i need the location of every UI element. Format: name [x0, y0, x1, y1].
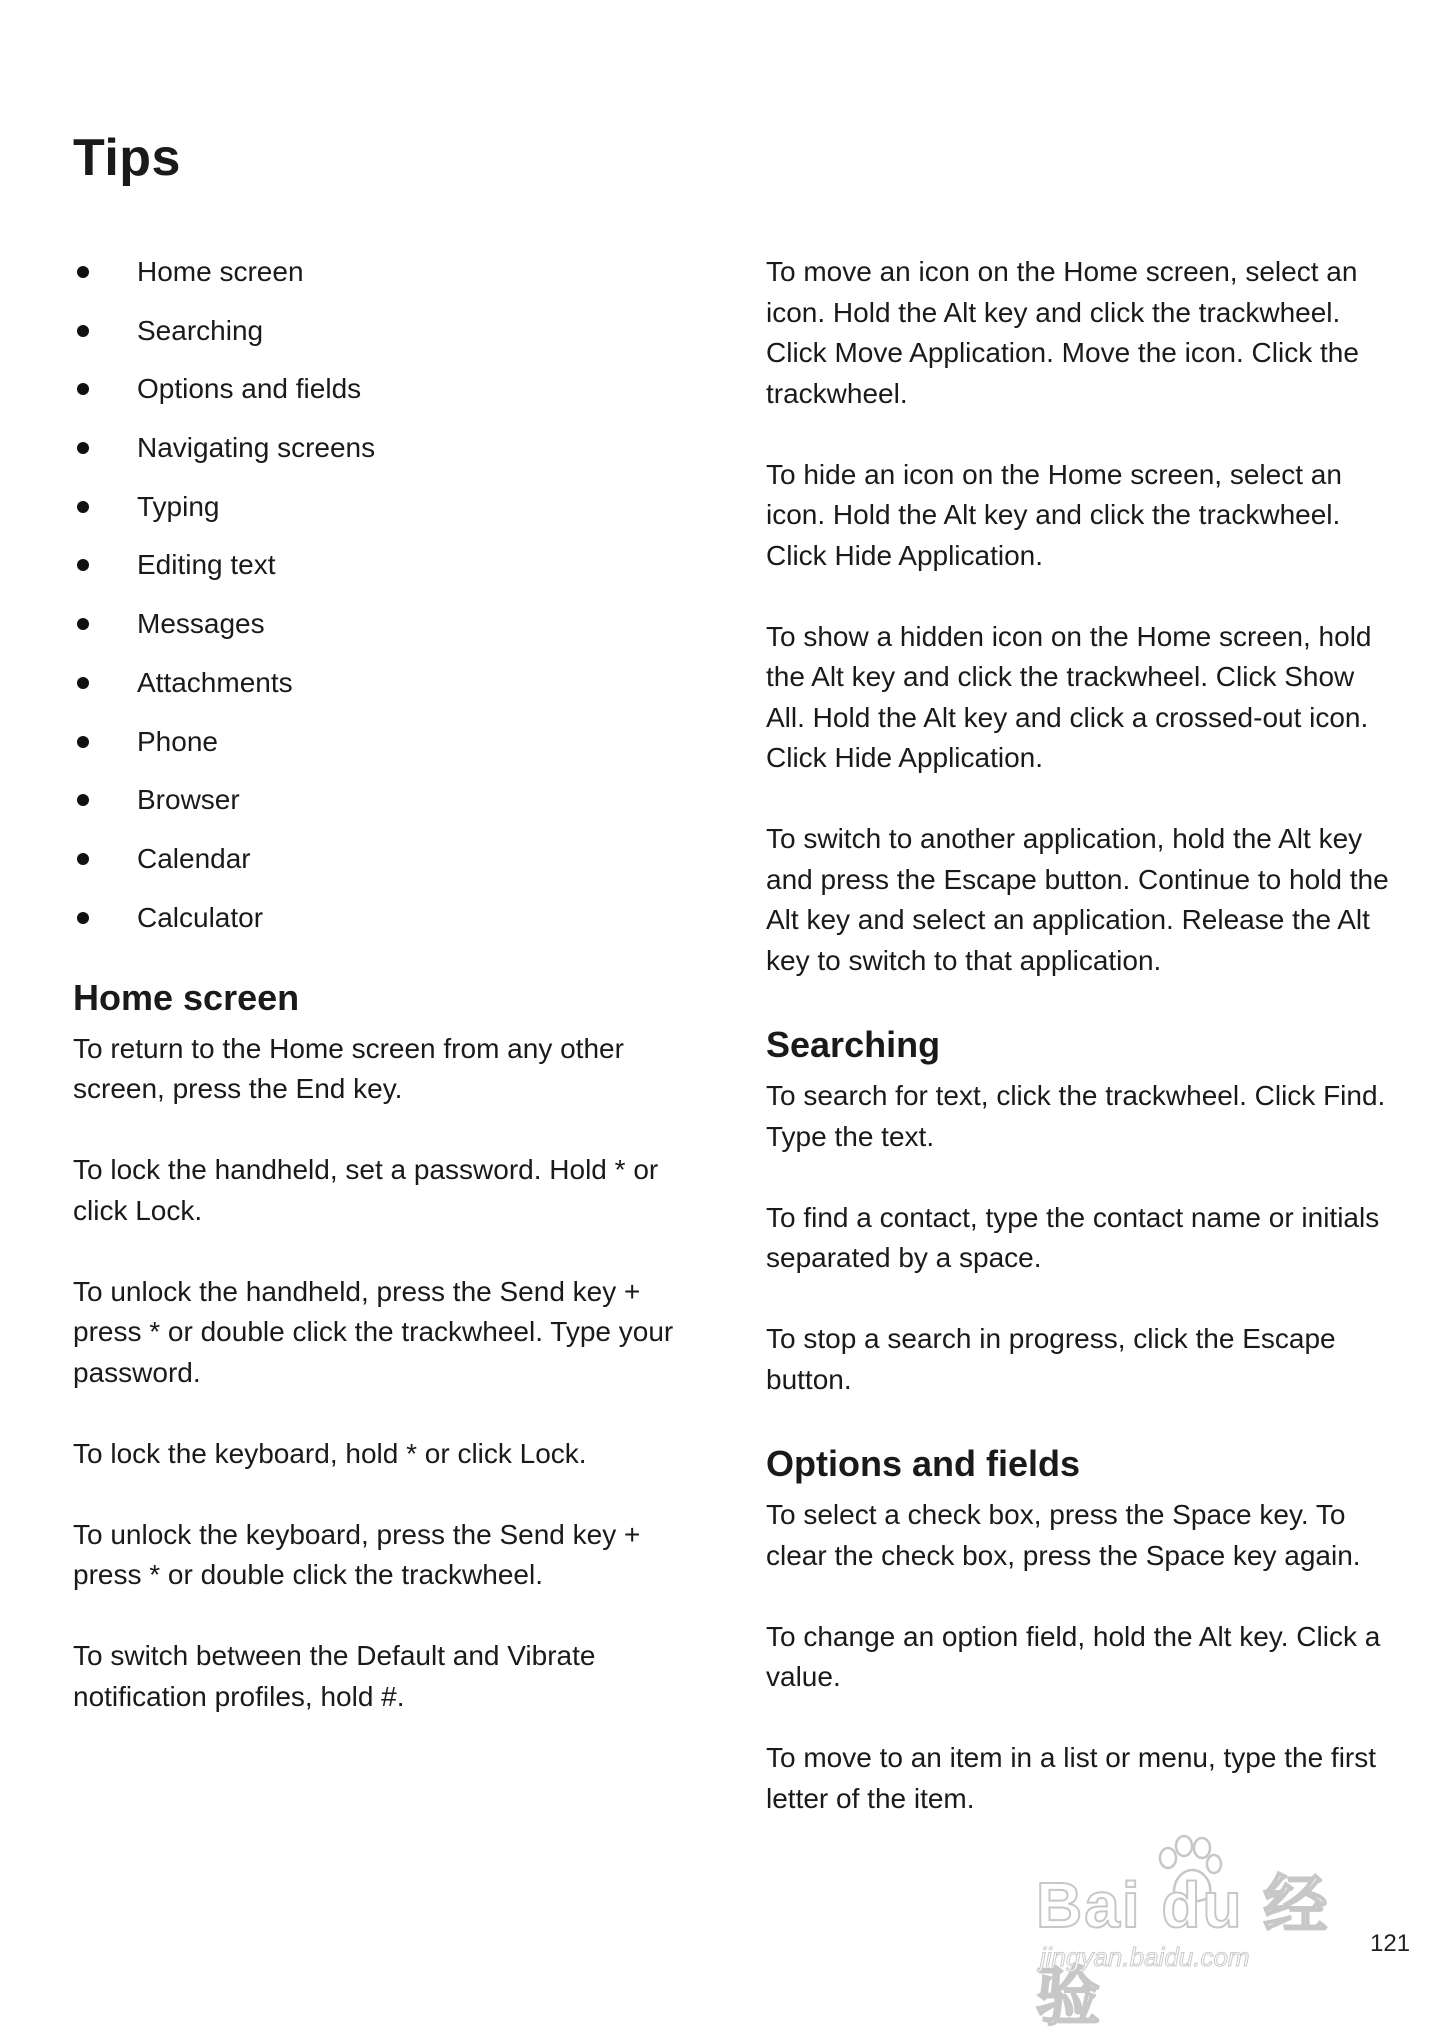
- bullet-icon: [77, 618, 89, 630]
- list-item: Calculator: [73, 898, 703, 938]
- bullet-icon: [77, 853, 89, 865]
- paragraph: To switch between the Default and Vibrate notification profiles, hold #.: [73, 1640, 596, 1712]
- intro-paragraphs: [766, 252, 1396, 981]
- paragraph: To move to an item in a list or menu, type the first letter of the item.: [766, 1742, 1377, 1814]
- bullet-icon: [77, 383, 89, 395]
- list-item: Typing: [73, 487, 703, 527]
- section-home-screen: [73, 976, 703, 1718]
- list-item: Navigating screens: [73, 428, 703, 468]
- section-heading: Searching: [766, 1024, 941, 1065]
- paragraph: To find a contact, type the contact name or initials separated by a space.: [766, 1201, 1380, 1273]
- list-item: Browser: [73, 780, 703, 820]
- section-heading: Home screen: [73, 976, 300, 1018]
- paragraph: To move an icon on the Home screen, select an icon. Hold the Alt key and click the trackwheel. Click Move Application. Move the icon. Click the trackwheel.: [766, 256, 1359, 409]
- paragraph: To return to the Home screen from any other screen, press the End key.: [73, 1032, 624, 1105]
- list-item: Editing text: [73, 545, 703, 585]
- paragraph: To lock the handheld, set a password. Hold * or click Lock.: [73, 1154, 659, 1226]
- section-searching: [766, 1023, 1396, 1400]
- list-item: Options and fields: [73, 369, 703, 409]
- list-item: Messages: [73, 604, 703, 644]
- paragraph: To change an option field, hold the Alt key. Click a value.: [766, 1620, 1381, 1692]
- paragraph: To lock the keyboard, hold * or click Lock.: [73, 1437, 587, 1469]
- bullet-icon: [77, 442, 89, 454]
- watermark-logo-text: Bai du 经验: [1036, 1869, 1330, 2033]
- page-number: 121: [1370, 1930, 1411, 1957]
- bullet-icon: [77, 501, 89, 513]
- bullet-icon: [77, 266, 89, 278]
- bullet-icon: [77, 736, 89, 748]
- bullet-icon: [77, 794, 89, 806]
- paragraph: To hide an icon on the Home screen, select an icon. Hold the Alt key and click the trackwheel. Click Hide Application.: [766, 458, 1342, 571]
- section-heading: Options and fields: [766, 1443, 1081, 1484]
- bullet-icon: [77, 325, 89, 337]
- right-column: [766, 252, 1396, 1819]
- paragraph: To unlock the keyboard, press the Send key + press * or double click the trackwheel.: [73, 1518, 641, 1591]
- paragraph: To stop a search in progress, click the Escape button.: [766, 1323, 1336, 1395]
- section-options-and-fields: [766, 1442, 1396, 1819]
- paragraph: To unlock the handheld, press the Send key + press * or double click the trackwheel. Type your password.: [73, 1275, 674, 1388]
- list-item: Searching: [73, 311, 703, 351]
- page-title: Tips: [73, 129, 181, 187]
- list-item: Calendar: [73, 839, 703, 879]
- paragraph: To select a check box, press the Space key. To clear the check box, press the Space key again.: [766, 1499, 1361, 1571]
- baidu-watermark: [1030, 1832, 1370, 2033]
- bullet-icon: [77, 559, 89, 571]
- list-item: Home screen: [73, 252, 703, 292]
- list-item: Attachments: [73, 663, 703, 703]
- bullet-icon: [77, 677, 89, 689]
- paragraph: To switch to another application, hold the Alt key and press the Escape button. Continue to hold the Alt key and select an application. Release the Alt key to switch to that application.: [766, 823, 1389, 976]
- watermark-url: jingyan.baidu.com: [1040, 1942, 1250, 1972]
- topic-list: [73, 252, 703, 938]
- paragraph: To search for text, click the trackwheel. Click Find. Type the text.: [766, 1080, 1386, 1152]
- paragraph: To show a hidden icon on the Home screen, hold the Alt key and click the trackwheel. Click Show All. Hold the Alt key and click a crossed-out icon. Click Hide Application.: [766, 620, 1372, 773]
- list-item: Phone: [73, 722, 703, 762]
- left-column: [73, 252, 703, 1717]
- bullet-icon: [77, 912, 89, 924]
